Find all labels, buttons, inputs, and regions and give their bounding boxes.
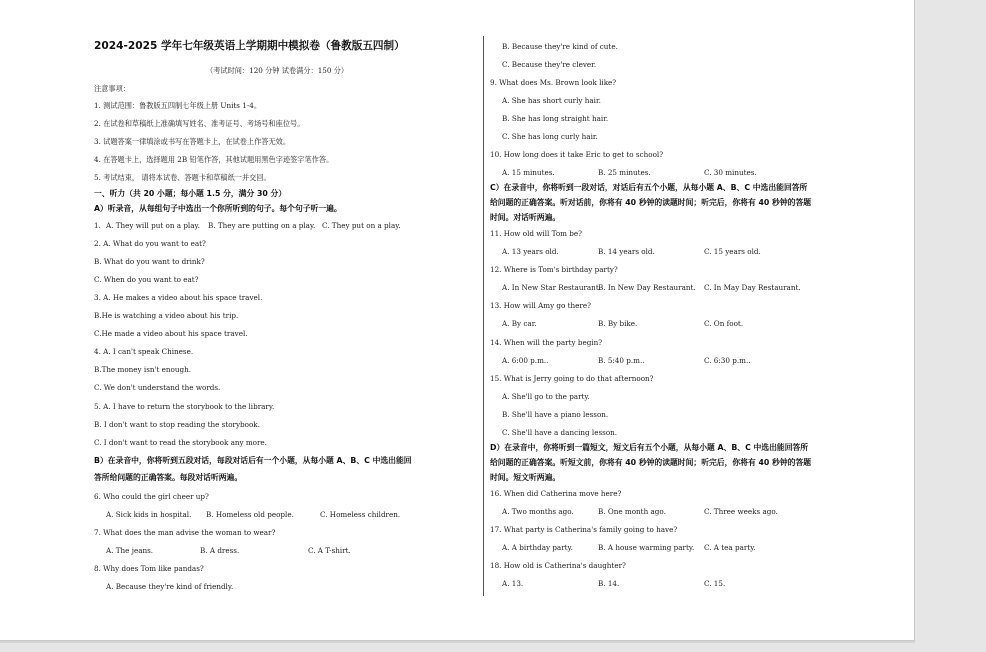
option-b: B. She has long straight hair.	[502, 114, 609, 123]
option-a: A. Because they're kind of friendly.	[106, 582, 234, 591]
question-6: 6. Who could the girl cheer up?	[94, 492, 209, 501]
option-a: A. 6:00 p.m..	[502, 356, 549, 365]
question-1: 1. A. They will put on a play. B. They are putting on a play. C. They put on a play.	[94, 221, 401, 230]
notice-item: 3. 试题答案一律填涂或书写在答题卡上，在试卷上作答无效。	[94, 137, 291, 146]
option-c: C. She'll have a dancing lesson.	[502, 428, 618, 437]
option-b: B. What do you want to drink?	[94, 257, 205, 266]
part-d-instructions: 时间。短文听两遍。	[490, 473, 561, 482]
question-10-options	[502, 168, 757, 177]
question-10: 10. How long does it take Eric to get to school?	[490, 150, 664, 159]
option-a: A. 13 years old.	[502, 247, 559, 256]
option-c: C. She has long curly hair.	[502, 132, 598, 141]
part-b-instructions: 答所给问题的正确答案。每段对话听两遍。	[94, 473, 243, 482]
notice-heading: 注意事项：	[94, 84, 130, 93]
option-a: A. 15 minutes.	[502, 168, 555, 177]
question-15: 15. What is Jerry going to do that afternoon?	[490, 374, 654, 383]
option-a: A. 13.	[502, 579, 524, 588]
question-4: 4. A. I can't speak Chinese.	[94, 347, 194, 356]
question-17: 17. What party is Catherina's family going to have?	[490, 525, 678, 534]
question-7-options	[106, 546, 351, 555]
column-divider	[483, 36, 484, 596]
part-b-instructions: B）在录音中，你将听到五段对话，每段对话后有一个小题，从每小题 A、B、C 中选出能回	[94, 456, 412, 465]
notice-item: 2. 在试卷和草稿纸上准确填写姓名、准考证号、考场号和座位号。	[94, 119, 305, 128]
part-a-instructions: A）听录音，从每组句子中选出一个你所听到的句子。每个句子听一遍。	[94, 204, 342, 213]
option-b: B. 5:40 p.m..	[598, 356, 645, 365]
option-a: A. Two months ago.	[502, 507, 574, 516]
option-b: B. By bike.	[598, 319, 638, 328]
option-c: C. 15.	[704, 579, 726, 588]
option-a: A. In New Star Restaurant.	[502, 283, 601, 292]
option-c: C. When do you want to eat?	[94, 275, 199, 284]
exam-title: 2024-2025 学年七年级英语上学期期中模拟卷（鲁教版五四制）	[94, 40, 405, 52]
question-18: 18. How old is Catherina's daughter?	[490, 561, 626, 570]
question-14-options	[502, 356, 751, 365]
option-c: C. We don't understand the words.	[94, 383, 221, 392]
section-heading: 一、听力（共 20 小题；每小题 1.5 分，满分 30 分）	[94, 189, 287, 198]
question-11: 11. How old will Tom be?	[490, 229, 582, 238]
option-a: A. The jeans.	[106, 546, 154, 555]
part-c-instructions: C）在录音中，你将听到一段对话，对话后有五个小题，从每小题 A、B、C 中选出能回答所	[490, 183, 808, 192]
question-6-options	[106, 510, 400, 519]
option-c: C. 30 minutes.	[704, 168, 757, 177]
option-b: B. A dress.	[200, 546, 240, 555]
exam-subtitle: （考试时间：120 分钟 试卷满分：150 分）	[206, 66, 349, 75]
option-c: C. They put on a play.	[322, 221, 401, 230]
notice-item: 1. 测试范围：鲁教版五四制七年级上册 Units 1-4。	[94, 101, 262, 110]
option-c: C. In May Day Restaurant.	[704, 283, 801, 292]
option-a: A. A birthday party.	[502, 543, 573, 552]
notice-item: 4. 在答题卡上，选择题用 2B 铅笔作答，其他试题用黑色字迹签字笔作答。	[94, 155, 334, 164]
question-14: 14. When will the party begin?	[490, 338, 603, 347]
notice-item: 5. 考试结束， 请将本试卷、答题卡和草稿纸一并交回。	[94, 173, 271, 182]
option-a: A. She has short curly hair.	[502, 96, 601, 105]
question-17-options	[502, 543, 756, 552]
question-13-options	[502, 319, 743, 328]
option-a: A. By car.	[502, 319, 537, 328]
option-a: A. She'll go to the party.	[502, 392, 590, 401]
option-b: B. Because they're kind of cute.	[502, 42, 618, 51]
option-c: C. I don't want to read the storybook any more.	[94, 438, 267, 447]
question-12: 12. Where is Tom's birthday party?	[490, 265, 618, 274]
option-c: C. Three weeks ago.	[704, 507, 778, 516]
option-c: C. 6:30 p.m..	[704, 356, 751, 365]
option-b: B. One month ago.	[598, 507, 666, 516]
option-a: A. They will put on a play.	[106, 221, 200, 230]
option-b: B. They are putting on a play.	[208, 221, 316, 230]
option-b: B. Homeless old people.	[206, 510, 294, 519]
option-b: B.The money isn't enough.	[94, 365, 192, 374]
option-c: C. Because they're clever.	[502, 60, 597, 69]
question-9: 9. What does Ms. Brown look like?	[490, 78, 617, 87]
part-c-instructions: 给问题的正确答案。听对话前，你将有 40 秒钟的读题时间；听完后，你将有 40 秒钟的答题	[490, 198, 812, 207]
part-d-instructions: 给问题的正确答案。听短文前，你将有 40 秒钟的读题时间；听完后，你将有 40 秒钟的答题	[490, 458, 812, 467]
part-c-instructions: 时间。对话听两遍。	[490, 213, 561, 222]
option-b: B. She'll have a piano lesson.	[502, 410, 609, 419]
option-b: B. 14.	[598, 579, 620, 588]
question-12-options	[502, 283, 801, 292]
question-2: 2. A. What do you want to eat?	[94, 239, 206, 248]
question-8: 8. Why does Tom like pandas?	[94, 564, 204, 573]
question-18-options	[502, 579, 725, 588]
question-13: 13. How will Amy go there?	[490, 301, 591, 310]
page-shadow	[0, 641, 915, 643]
question-16-options	[502, 507, 778, 516]
option-c: C. 15 years old.	[704, 247, 761, 256]
part-d-instructions: D）在录音中，你将听到一篇短文，短文后有五个小题，从每小题 A、B、C 中选出能回答所	[490, 443, 809, 452]
option-b: B. In New Day Restaurant.	[598, 283, 696, 292]
option-c: C. On foot.	[704, 319, 744, 328]
question-5: 5. A. I have to return the storybook to the library.	[94, 402, 275, 411]
question-11-options	[502, 247, 761, 256]
option-c: C. Homeless children.	[320, 510, 401, 519]
option-b: B. 14 years old.	[598, 247, 655, 256]
option-a: A. Sick kids in hospital.	[106, 510, 192, 519]
option-b: B. 25 minutes.	[598, 168, 651, 177]
option-c: C.He made a video about his space travel.	[94, 329, 248, 338]
option-c: C. A T-shirt.	[308, 546, 351, 555]
option-b: B. I don't want to stop reading the storybook.	[94, 420, 260, 429]
option-b: B.He is watching a video about his trip.	[94, 311, 239, 320]
option-c: C. A tea party.	[704, 543, 756, 552]
option-b: B. A house warming party.	[598, 543, 695, 552]
question-3: 3. A. He makes a video about his space travel.	[94, 293, 263, 302]
question-7: 7. What does the man advise the woman to wear?	[94, 528, 276, 537]
question-16: 16. When did Catherina move here?	[490, 489, 622, 498]
